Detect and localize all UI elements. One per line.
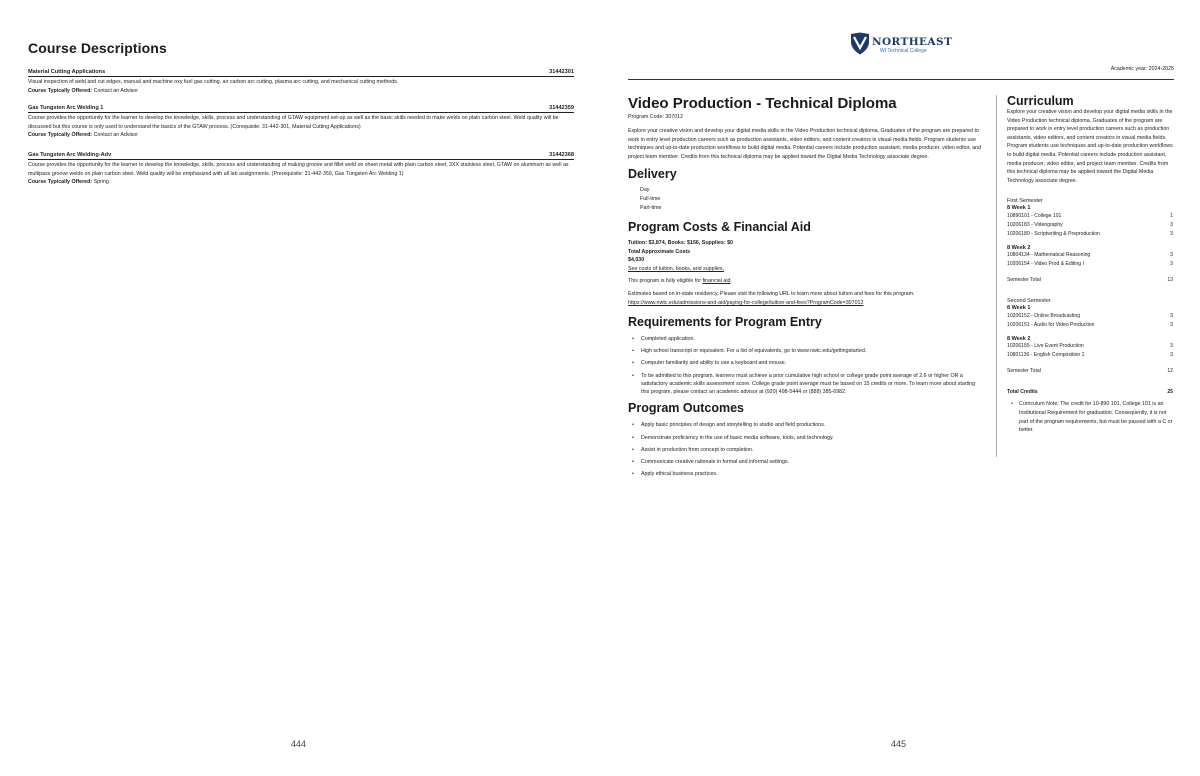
course-row: 10890101 - College 101 1 [1007, 212, 1173, 219]
curriculum-sidebar [1007, 95, 1173, 435]
outcome-item: • Assist in production from concept to completion. [632, 446, 984, 454]
term-label: 8 Week 1 [1007, 205, 1031, 212]
course-description: Course provides the opportunity for the learner to develop the knowledge, skills, process and understanding of GTAW equipment set-up as well as the basic skills needed to make welds on plain carbon steel. Weld quality will be discussed but this course is only used to understand the basics of the GTAW process. (Corequisite: 31-442-301, Material Cutting Applications) [28, 115, 559, 130]
course-row: 10206155 - Live Event Production 3 [1007, 343, 1173, 350]
curriculum-note-list [1007, 400, 1173, 434]
costs-link[interactable]: See costs of tuition, books, and supplies. [628, 265, 724, 272]
delivery-heading: Delivery [628, 167, 677, 182]
requirement-item: • Computer familiarity and ability to use a keyboard and mouse. [632, 359, 984, 367]
course-number: 31442368 [549, 152, 574, 158]
semester-title: Second Semester [1007, 298, 1051, 305]
logo-name: NORTHEAST [872, 36, 953, 48]
course-row: 10206151 - Audio for Video Production 3 [1007, 321, 1173, 328]
course-description: Course provides the opportunity for the learner to develop the knowledge, skills, process and understanding of making groove and fillet weld on sheet metal with plain carbon steel, 3XX stainless steel, GTAW on aluminum as well as multipass groove welds on plain carbon steel. Weld quality will be emphasized with all lab assignments. (Prerequisite: 31-442-359, Gas Tungsten Arc Welding 1) [28, 162, 569, 177]
program-intro: Explore your creative vision and develop your digital media skills in the Video Production technical diploma. Graduates of the program are prepared to work in entry level production careers such as production assistants, video editors, and content creators in visual media fields. Program students use techniques and up-to-date production workflows to build digital media. Potential careers include production assistant, media producer, video editor, and project team member. Credits from this technical diploma may be applied toward the Digital Media Technology associate degree. [628, 128, 982, 160]
outcome-item: • Demonstrate proficiency in the use of basic media software, tools, and technology. [632, 434, 984, 442]
course-header [28, 105, 574, 113]
course-row: 10801136 - English Composition 1 3 [1007, 352, 1173, 359]
outcomes-list [632, 421, 984, 478]
page-number: 444 [291, 739, 307, 749]
course-row: 10206183 - Videography 3 [1007, 221, 1173, 228]
requirement-item: • Completed application. [632, 335, 984, 343]
requirements-heading: Requirements for Program Entry [628, 315, 822, 330]
course-header [28, 69, 574, 77]
term-label: 8 Week 2 [1007, 335, 1031, 342]
total-costs-value: $4,030 [628, 257, 645, 264]
page-title: Course Descriptions [28, 40, 167, 56]
program-code: Program Code: 307012 [628, 114, 684, 120]
course-header [28, 152, 574, 160]
academic-year: Academic year: 2024-2025 [1110, 66, 1174, 72]
semester-total: Semester Total 12 [1007, 368, 1173, 375]
requirements-list [632, 335, 984, 397]
logo-subtitle: WI Technical College [880, 48, 927, 54]
curriculum-note: • Curriculum Note: The credit for 10-890 101, College 101 is an Institutional Requirement for graduation. Consequently, it is not part of the program requirements, but must be passed with a C or better. [1007, 400, 1173, 434]
requirement-item: • High school transcript or equivalent. For a list of equivalents, go to www.nwtc.edu/gettingstarted. [632, 347, 984, 355]
course-number: 31442301 [549, 69, 574, 75]
cost-breakdown: Tuition: $3,874, Books: $156, Supplies: $0 [628, 240, 733, 247]
course-entry [28, 69, 574, 95]
semester-title: First Semester [1007, 198, 1043, 205]
estimates-text: Estimates based on in-state residency. Please visit the following URL to learn more about tuition and fees for this program. [628, 291, 915, 298]
delivery-item: Day [640, 187, 650, 194]
right-page [600, 0, 1200, 776]
curriculum-heading: Curriculum [1007, 94, 1074, 108]
delivery-item: Full-time [640, 196, 661, 203]
semester-total: Semester Total 13 [1007, 277, 1173, 284]
course-row: 10206180 - Scriptwriting & Preproduction 3 [1007, 230, 1173, 237]
requirement-item: • To be admitted to this program, learners must achieve a prior cumulative high school or college grade point average of 2.6 or higher OR a satisfactory academic skills assessment score. College grade point average must be based on 15 credits or more. To learn more about starting this program, please contact an academic advisor at (920) 498-5444 or (888) 385-6982. [632, 372, 984, 397]
total-costs-label: Total Approximate Costs [628, 248, 691, 255]
total-credits: Total Credits 25 [1007, 389, 1173, 396]
course-name: Gas Tungsten Arc Welding-Adv [28, 152, 112, 158]
shield-logo-icon [850, 32, 870, 55]
outcome-item: • Apply basic principles of design and storytelling to studio and field productions. [632, 421, 984, 429]
curriculum-intro: Explore your creative vision and develop your digital media skills in the Video Production technical diploma. Graduates of the program are prepared to work in entry level production careers such as production assistants, video editors, and content creators in visual media fields. Program students use techniques and up-to-date production workflows to build digital media. Potential careers include production assistant, media producer, video editor, and project team member. Credits from this technical diploma may be applied toward the Digital Media Technology associate degree. [1007, 109, 1173, 184]
course-row: 10804134 - Mathematical Reasoning 3 [1007, 252, 1173, 259]
outcome-item: • Communicate creative rationale in formal and informal settings. [632, 458, 984, 466]
outcome-item: • Apply ethical business practices. [632, 470, 984, 478]
course-offered: Course Typically Offered: Spring [28, 179, 109, 186]
course-description: Visual inspection of weld and cut edges, manual and machine oxy fuel gas cutting, air carbon arc cutting, plasma arc cutting, and mechanical cutting methods. [28, 79, 399, 85]
course-name: Gas Tungsten Arc Welding 1 [28, 105, 104, 111]
header-divider [628, 79, 1174, 80]
tuition-url-link[interactable]: https://www.nwtc.edu/admissions-and-aid/paying-for-college/tuition-and-fees?ProgramCode=307012 [628, 299, 864, 306]
course-entry [28, 105, 574, 140]
delivery-item: Part-time [640, 205, 662, 212]
program-main-column [628, 94, 984, 482]
course-offered: Course Typically Offered: Contact an Advisor [28, 132, 139, 139]
financial-aid-link[interactable]: financial aid [702, 278, 731, 285]
term-label: 8 Week 1 [1007, 305, 1031, 312]
term-label: 8 Week 2 [1007, 244, 1031, 251]
page-number: 445 [891, 739, 907, 749]
course-row: 10206154 - Video Prod & Editing I 3 [1007, 261, 1173, 268]
course-row: 10206152 - Online Broadcasting 3 [1007, 312, 1173, 319]
costs-heading: Program Costs & Financial Aid [628, 220, 811, 235]
course-offered: Course Typically Offered: Contact an Advisor [28, 87, 139, 94]
outcomes-heading: Program Outcomes [628, 401, 745, 416]
course-number: 31442359 [549, 105, 574, 111]
delivery-list [640, 186, 984, 213]
college-logo [850, 32, 962, 56]
course-name: Material Cutting Applications [28, 69, 106, 75]
program-title: Video Production - Technical Diploma [628, 95, 897, 112]
column-divider [996, 95, 997, 457]
course-entry [28, 152, 574, 187]
financial-aid-text: This program is fully eligible for financial aid. [628, 278, 732, 285]
